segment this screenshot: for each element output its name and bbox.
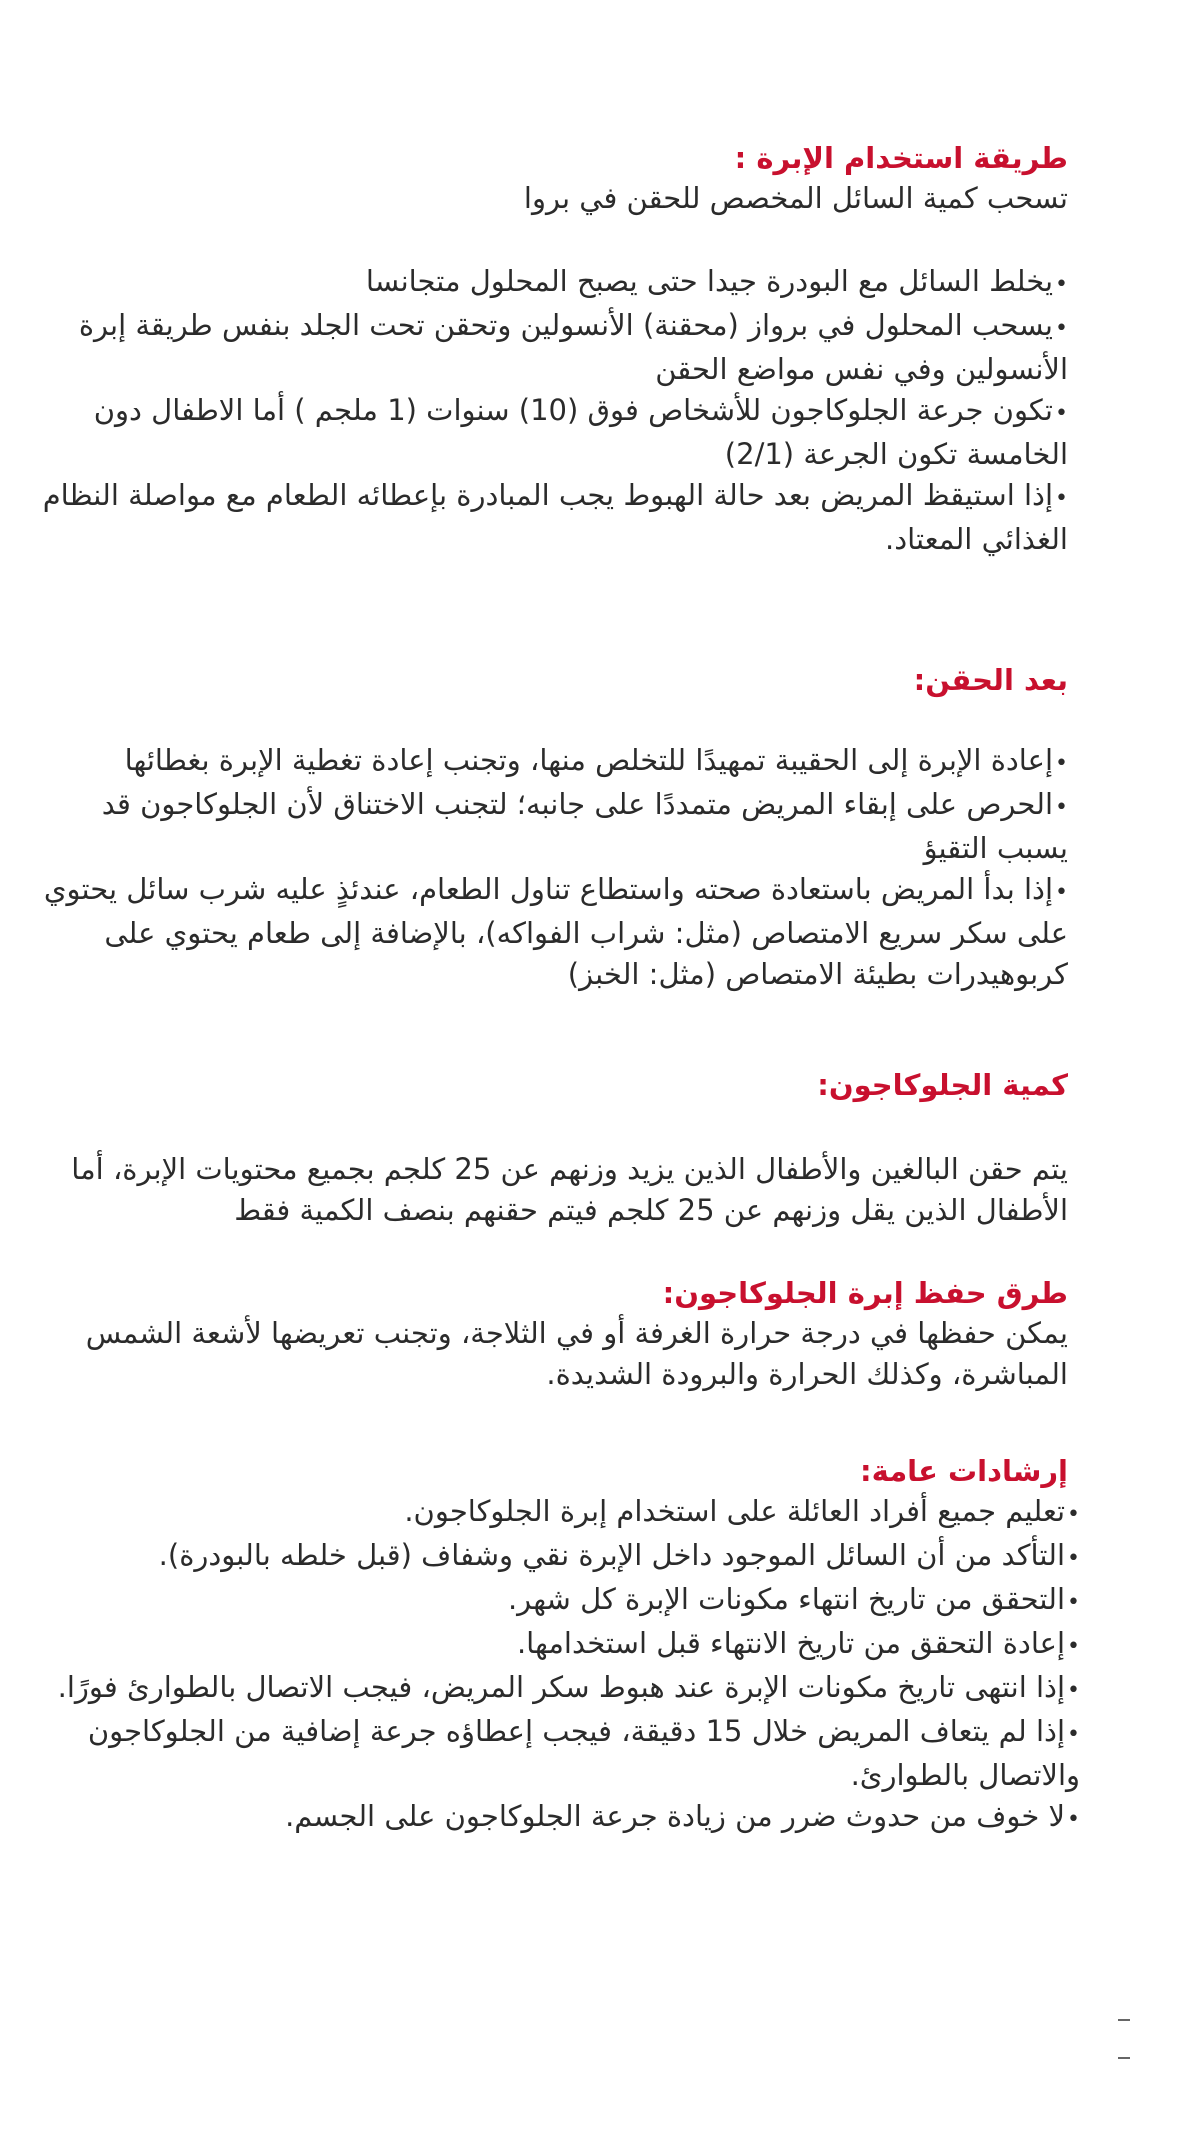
bullet-list <box>35 740 1130 995</box>
section-intro: تسحب كمية السائل المخصص للحقن في بروا <box>523 181 1068 215</box>
section-heading: إرشادات عامة: <box>860 1454 1068 1488</box>
bullet-icon: • <box>1055 316 1068 341</box>
list-item: •إذا لم يتعاف المريض خلال 15 دقيقة، فيجب إعطاؤه جرعة إضافية من الجلوكاجون والاتصال بالطوارئ. <box>87 1714 1080 1792</box>
list-item: •الحرص على إبقاء المريض متمددًا على جانبه؛ لتجنب الاختناق لأن الجلوكاجون قد يسبب التقيؤ <box>101 787 1068 865</box>
section-heading: كمية الجلوكاجون: <box>817 1068 1068 1102</box>
list-item: •إذا بدأ المريض باستعادة صحته واستطاع تناول الطعام، عندئذٍ عليه شرب سائل يحتوي على سكر سريع الامتصاص (مثل: شراب الفواكه)، بالإضافة إلى طعام يحتوي على كربوهيدرات بطيئة الامتصاص (مثل: الخبز) <box>43 872 1068 991</box>
spacer <box>35 1105 1130 1149</box>
bullet-icon: • <box>1067 1634 1080 1659</box>
section-general-guidelines <box>35 1451 1130 1840</box>
section-heading: طرق حفظ إبرة الجلوكاجون: <box>662 1276 1068 1310</box>
bullet-list <box>35 261 1130 560</box>
bullet-icon: • <box>1055 272 1068 297</box>
section-storage <box>35 1273 1130 1395</box>
spacer <box>35 700 1130 740</box>
section-after-injection <box>35 660 1130 995</box>
list-item: •تكون جرعة الجلوكاجون للأشخاص فوق (10) سنوات (1 ملجم ) أما الاطفال دون الخامسة تكون الجرعة (2/1) <box>93 393 1068 471</box>
dash-mark <box>1118 2019 1130 2021</box>
document-content <box>35 138 1130 1840</box>
bullet-icon: • <box>1055 751 1068 776</box>
bullet-icon: • <box>1055 486 1068 511</box>
bullet-icon: • <box>1067 1807 1080 1832</box>
bullet-icon: • <box>1055 880 1068 905</box>
bullet-list <box>35 1491 1130 1840</box>
bullet-icon: • <box>1055 795 1068 820</box>
bullet-icon: • <box>1055 401 1068 426</box>
list-item: •يخلط السائل مع البودرة جيدا حتى يصبح المحلول متجانسا <box>365 264 1068 298</box>
bullet-icon: • <box>1067 1502 1080 1527</box>
list-item: •يسحب المحلول في برواز (محقنة) الأنسولين وتحقن تحت الجلد بنفس طريقة إبرة الأنسولين وفي نفس مواضع الحقن <box>78 308 1068 386</box>
list-item: •إعادة الإبرة إلى الحقيبة تمهيدًا للتخلص منها، وتجنب إعادة تغطية الإبرة بغطائها <box>124 743 1068 777</box>
section-glucagon-amount <box>35 1065 1130 1231</box>
section-injection-method <box>35 138 1130 560</box>
list-item: •التأكد من أن السائل الموجود داخل الإبرة نقي وشفاف (قبل خلطه بالبودرة). <box>158 1538 1080 1572</box>
list-item: •تعليم جميع أفراد العائلة على استخدام إبرة الجلوكاجون. <box>404 1494 1080 1528</box>
section-body: يمكن حفظها في درجة حرارة الغرفة أو في الثلاجة، وتجنب تعريضها لأشعة الشمس المباشرة، وكذلك الحرارة والبرودة الشديدة. <box>85 1316 1068 1391</box>
list-item: •لا خوف من حدوث ضرر من زيادة جرعة الجلوكاجون على الجسم. <box>285 1799 1080 1833</box>
bullet-icon: • <box>1067 1722 1080 1747</box>
footer-marks <box>1114 2019 1130 2095</box>
bullet-icon: • <box>1067 1678 1080 1703</box>
section-body: يتم حقن البالغين والأطفال الذين يزيد وزنهم عن 25 كلجم بجميع محتويات الإبرة، أما الأطفال الذين يقل وزنهم عن 25 كلجم فيتم حقنهم بنصف الكمية فقط <box>71 1152 1068 1227</box>
list-item: •إذا استيقظ المريض بعد حالة الهبوط يجب المبادرة بإعطائه الطعام مع مواصلة النظام الغذائي المعتاد. <box>42 478 1068 556</box>
bullet-icon: • <box>1067 1590 1080 1615</box>
section-heading: بعد الحقن: <box>913 663 1068 697</box>
list-item: •التحقق من تاريخ انتهاء مكونات الإبرة كل شهر. <box>507 1582 1080 1616</box>
list-item: •إذا انتهى تاريخ مكونات الإبرة عند هبوط سكر المريض، فيجب الاتصال بالطوارئ فورًا. <box>57 1670 1080 1704</box>
section-heading: طريقة استخدام الإبرة : <box>734 141 1068 175</box>
spacer <box>35 219 1130 261</box>
list-item: •إعادة التحقق من تاريخ الانتهاء قبل استخدامها. <box>516 1626 1080 1660</box>
bullet-icon: • <box>1067 1546 1080 1571</box>
dash-mark <box>1118 2057 1130 2059</box>
